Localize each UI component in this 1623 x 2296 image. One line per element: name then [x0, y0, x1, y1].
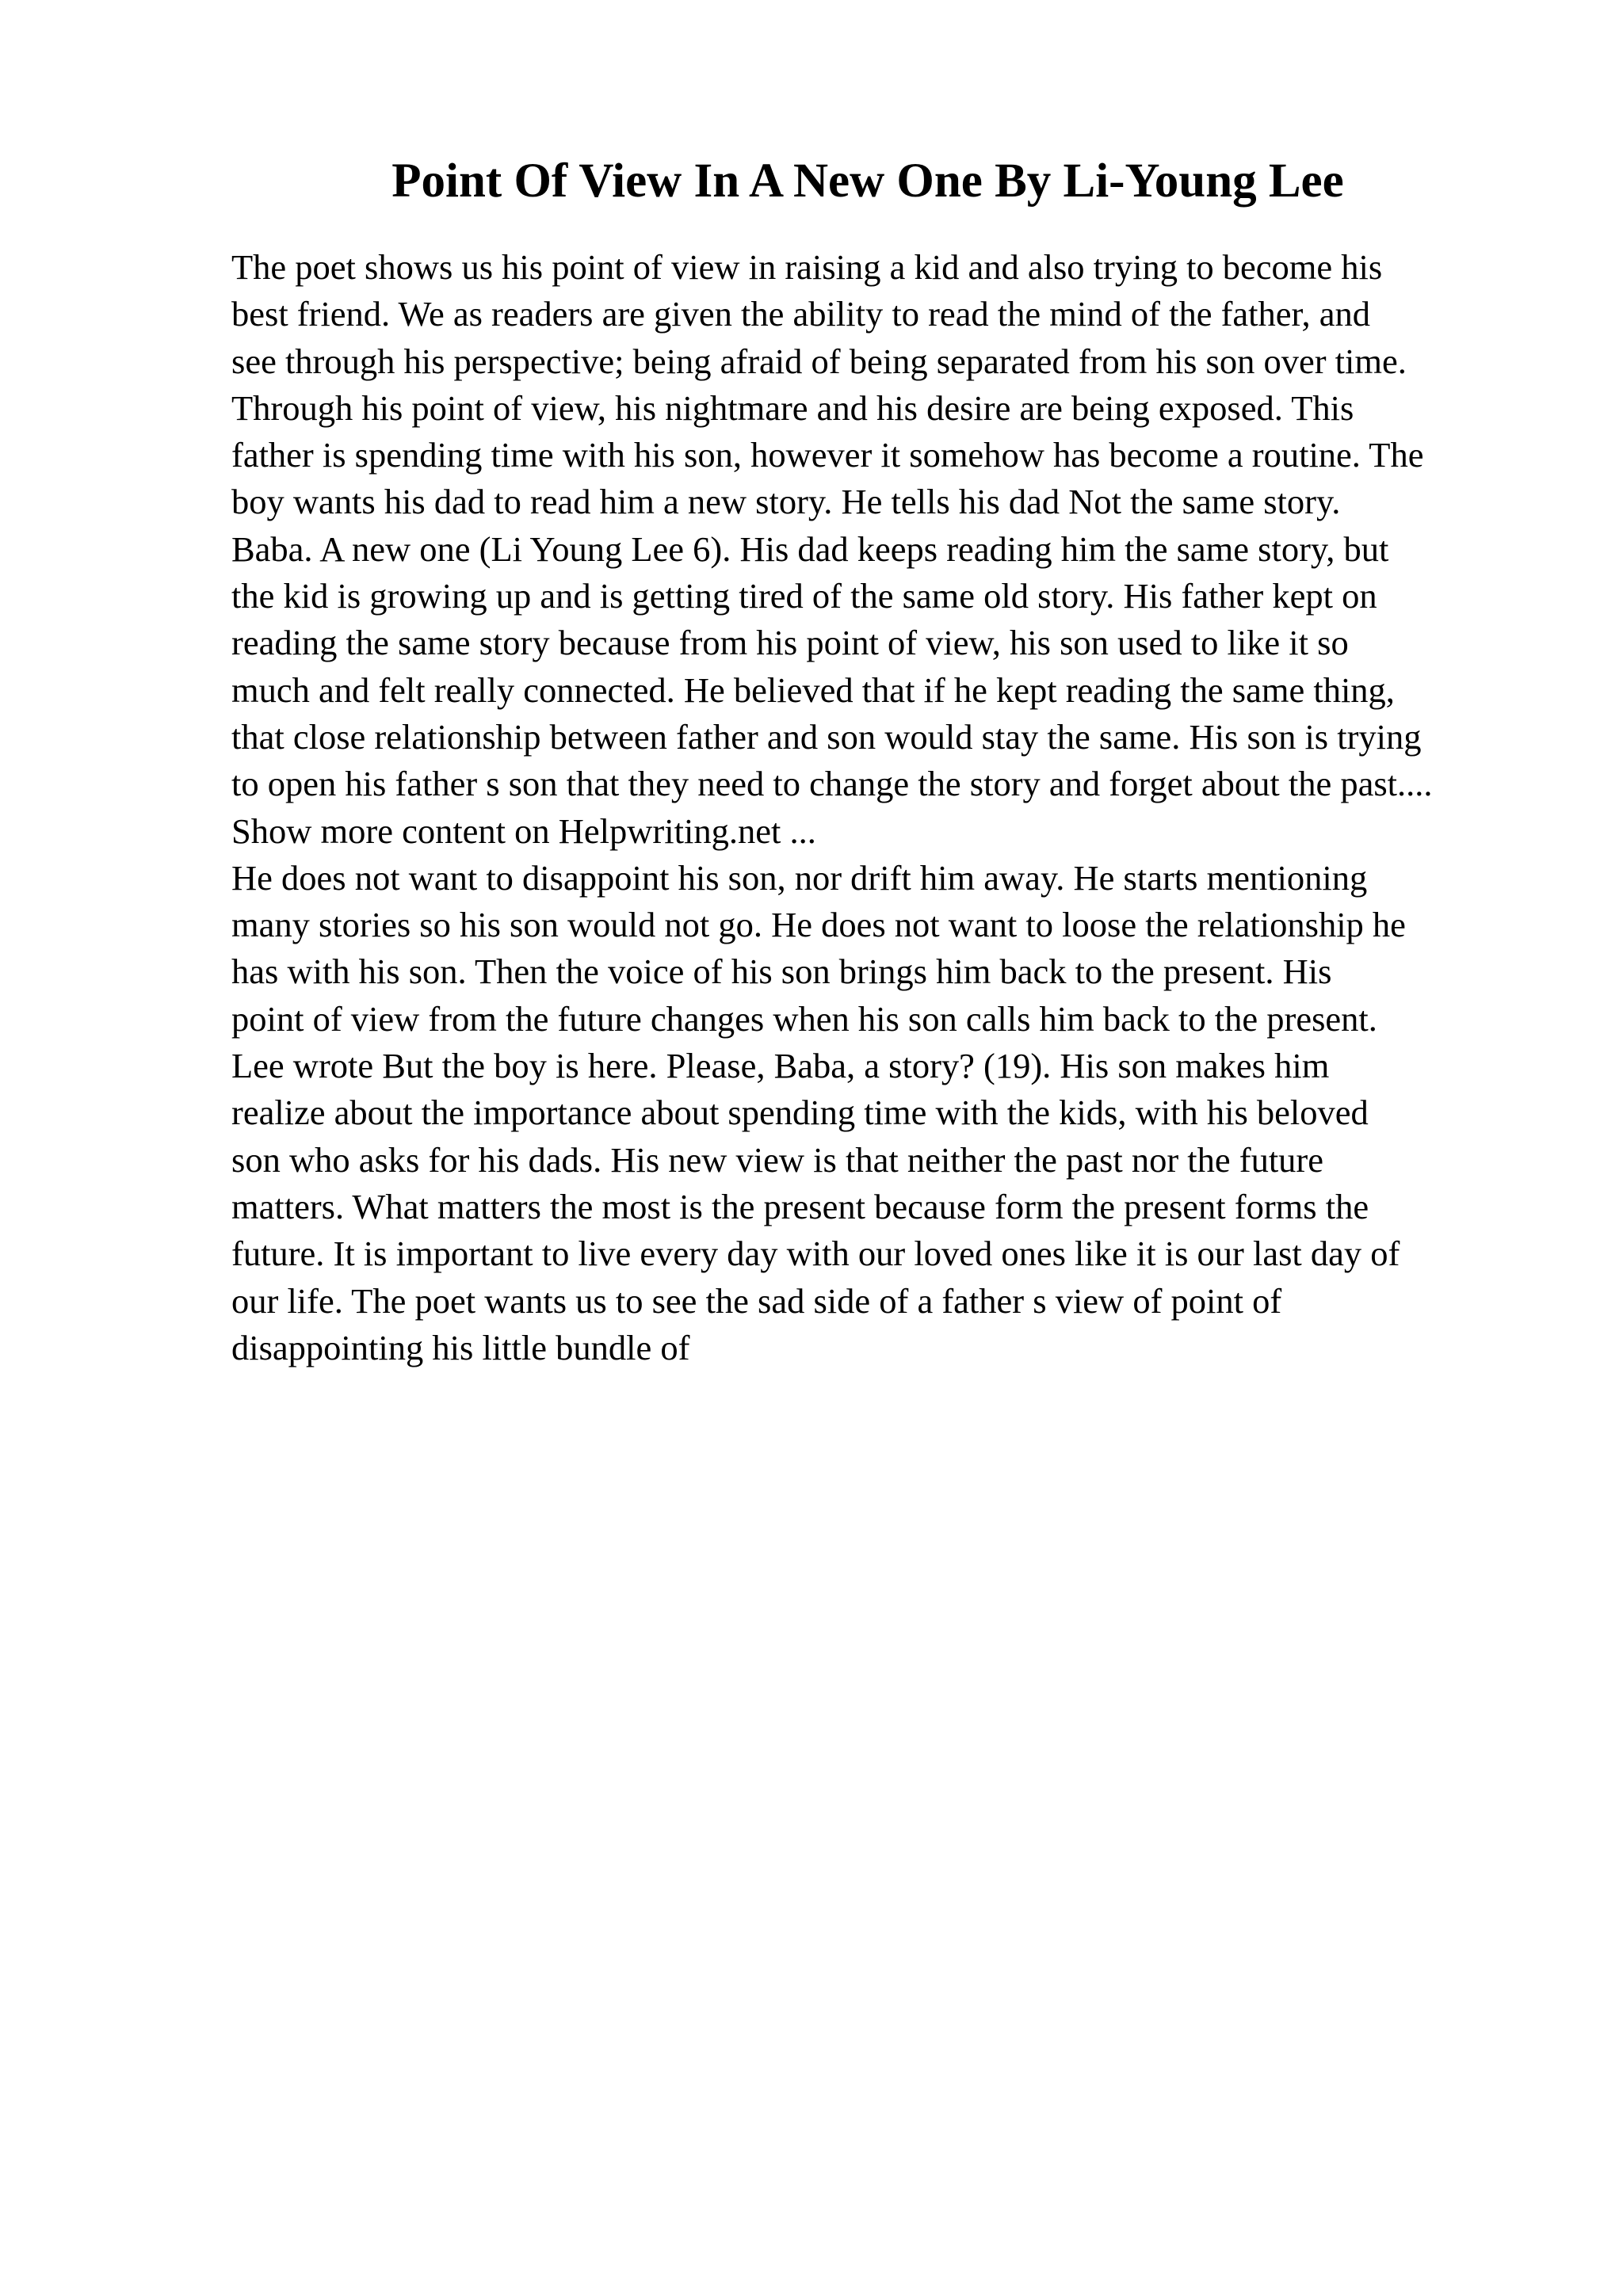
body-line: much and felt really connected. He believed that if he kept reading the same thing,	[231, 669, 1395, 710]
body-line: Baba. A new one (Li Young Lee 6). His dad keeps reading him the same story, but	[231, 528, 1389, 569]
document-title: Point Of View In A New One By Li-Young Lee	[391, 154, 1344, 208]
body-line: reading the same story because from his point of view, his son used to like it so	[231, 623, 1349, 663]
body-line: to open his father s son that they need to change the story and forget about the past....	[231, 764, 1433, 804]
body-line: future. It is important to live every day with our loved ones like it is our last day of	[231, 1234, 1400, 1274]
body-line: Through his point of view, his nightmare and his desire are being exposed. This	[231, 387, 1354, 428]
body-line: boy wants his dad to read him a new story. He tells his dad Not the same story.	[231, 482, 1341, 522]
document-body	[231, 244, 1515, 1371]
body-line: The poet shows us his point of view in raising a kid and also trying to become his	[231, 247, 1383, 287]
body-line: many stories so his son would not go. He does not want to loose the relationship he	[231, 905, 1406, 945]
body-line: see through his perspective; being afraid of being separated from his son over time.	[231, 341, 1407, 381]
body-line: our life. The poet wants us to see the sad side of a father s view of point of	[231, 1280, 1282, 1321]
body-line: that close relationship between father and son would stay the same. His son is trying	[231, 716, 1422, 757]
body-line: disappointing his little bundle of	[231, 1327, 690, 1367]
body-line: son who asks for his dads. His new view is that neither the past nor the future	[231, 1139, 1324, 1180]
body-line: point of view from the future changes when his son calls him back to the present.	[231, 998, 1377, 1039]
body-line: matters. What matters the most is the present because form the present forms the	[231, 1186, 1369, 1226]
body-line: best friend. We as readers are given the ability to read the mind of the father, and	[231, 294, 1371, 334]
body-line: realize about the importance about spending time with the kids, with his beloved	[231, 1093, 1369, 1133]
body-line: the kid is growing up and is getting tired of the same old story. His father kept on	[231, 576, 1377, 616]
body-line: has with his son. Then the voice of his son brings him back to the present. His	[231, 952, 1332, 992]
body-line: Lee wrote But the boy is here. Please, Baba, a story? (19). His son makes him	[231, 1046, 1330, 1086]
body-line: He does not want to disappoint his son, nor drift him away. He starts mentioning	[231, 857, 1368, 898]
body-line: father is spending time with his son, however it somehow has become a routine. The	[231, 435, 1424, 475]
show-more-link[interactable]: Show more content on Helpwriting.net ...	[231, 810, 816, 851]
